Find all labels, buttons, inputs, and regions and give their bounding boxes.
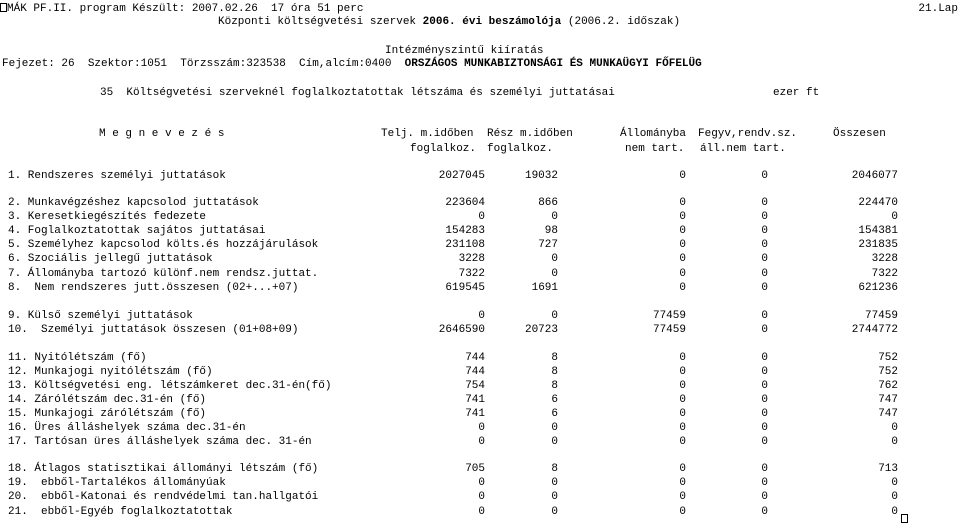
cell-value: 0 — [761, 408, 768, 420]
missing-glyph-icon — [901, 509, 908, 527]
cell-value: 0 — [551, 491, 558, 503]
column-header-nonstaff-sub: nem tart. — [625, 143, 685, 155]
cell-value: 7322 — [871, 268, 898, 280]
cell-value: 0 — [891, 491, 898, 503]
cell-value: 19032 — [524, 170, 558, 182]
cell-value: 0 — [761, 352, 768, 364]
cell-value: 8 — [551, 352, 558, 364]
cell-value: 705 — [465, 463, 485, 475]
column-header-fulltime: Telj. m.időben — [381, 128, 474, 140]
cell-value: 2046077 — [851, 170, 898, 182]
row-label: 6. Szociális jellegű juttatások — [8, 253, 213, 265]
cell-value: 0 — [551, 310, 558, 322]
cell-value: 744 — [465, 352, 485, 364]
row-label: 21. ebből-Egyéb foglalkoztatottak — [8, 506, 233, 518]
row-label: 20. ebből-Katonai és rendvédelmi tan.hallgatói — [8, 491, 319, 503]
cell-value: 0 — [761, 506, 768, 518]
cell-value: 0 — [478, 506, 485, 518]
row-label: 12. Munkajogi nyitólétszám (fő) — [8, 366, 213, 378]
cell-value: 0 — [679, 408, 686, 420]
cell-value: 0 — [679, 366, 686, 378]
row-label: 2. Munkavégzéshez kapcsolod juttatások — [8, 197, 259, 209]
row-label: 15. Munkajogi zárólétszám (fő) — [8, 408, 207, 420]
cell-value: 77459 — [864, 310, 898, 322]
cell-value: 0 — [551, 268, 558, 280]
missing-glyph-icon — [0, 3, 7, 12]
column-header-total: Összesen — [833, 128, 886, 140]
cell-value: 0 — [551, 506, 558, 518]
cell-value: 98 — [544, 225, 558, 237]
column-header-nonstaff: Állományba — [620, 128, 687, 140]
cell-value: 0 — [679, 436, 686, 448]
cell-value: 0 — [761, 197, 768, 209]
cell-value: 0 — [761, 225, 768, 237]
row-label: 10. Személyi juttatások összesen (01+08+09) — [8, 324, 299, 336]
cell-value: 0 — [679, 239, 686, 251]
cell-value: 7322 — [458, 268, 485, 280]
row-label: 17. Tartósan üres álláshelyek száma dec. 31-én — [8, 436, 312, 448]
row-label: 16. Üres álláshelyek száma dec.31-én — [8, 422, 246, 434]
cell-value: 0 — [679, 282, 686, 294]
unit-label: ezer ft — [773, 87, 820, 99]
cell-value: 0 — [551, 477, 558, 489]
cell-value: 8 — [551, 463, 558, 475]
cell-value: 2744772 — [851, 324, 898, 336]
cell-value: 0 — [478, 422, 485, 434]
column-header-name: M e g n e v e z é s — [99, 128, 225, 140]
cell-value: 77459 — [652, 324, 686, 336]
cell-value: 0 — [761, 436, 768, 448]
cell-value: 0 — [761, 422, 768, 434]
cell-value: 0 — [679, 268, 686, 280]
cell-value: 224470 — [858, 197, 898, 209]
cell-value: 0 — [761, 324, 768, 336]
row-label: 3. Keresetkiegészítés fedezete — [8, 211, 207, 223]
cell-value: 20723 — [524, 324, 558, 336]
cell-value: 741 — [465, 408, 485, 420]
cell-value: 0 — [761, 282, 768, 294]
cell-value: 6 — [551, 408, 558, 420]
cell-value: 0 — [761, 366, 768, 378]
listing-type: Intézményszintű kiíratás — [385, 45, 544, 57]
row-label: 8. Nem rendszeres jutt.összesen (02+...+07) — [8, 282, 299, 294]
cell-value: 727 — [538, 239, 558, 251]
cell-value: 1691 — [531, 282, 558, 294]
cell-value: 6 — [551, 394, 558, 406]
cell-value: 0 — [679, 506, 686, 518]
cell-value: 621236 — [858, 282, 898, 294]
cell-value: 0 — [679, 211, 686, 223]
cell-value: 0 — [478, 436, 485, 448]
column-header-fulltime-sub: foglalkoz. — [410, 143, 477, 155]
cell-value: 0 — [761, 211, 768, 223]
cell-value: 0 — [679, 170, 686, 182]
row-label: 5. Személyhez kapcsolod költs.és hozzájárulások — [8, 239, 319, 251]
cell-value: 0 — [761, 491, 768, 503]
cell-value: 2027045 — [438, 170, 485, 182]
row-label: 19. ebből-Tartalékos állományúak — [8, 477, 226, 489]
cell-value: 0 — [761, 170, 768, 182]
cell-value: 754 — [465, 380, 485, 392]
row-label: 1. Rendszeres személyi juttatások — [8, 170, 226, 182]
cell-value: 0 — [891, 422, 898, 434]
cell-value: 0 — [679, 380, 686, 392]
cell-value: 0 — [761, 310, 768, 322]
cell-value: 0 — [761, 268, 768, 280]
cell-value: 0 — [551, 436, 558, 448]
cell-value: 752 — [878, 352, 898, 364]
cell-value: 747 — [878, 408, 898, 420]
row-label: 14. Zárólétszám dec.31-én (fő) — [8, 394, 207, 406]
cell-value: 223604 — [445, 197, 485, 209]
cell-value: 0 — [679, 352, 686, 364]
table-title: 35 Költségvetési szerveknél foglalkoztatottak létszáma és személyi juttatásai — [100, 87, 615, 99]
cell-value: 752 — [878, 366, 898, 378]
cell-value: 0 — [679, 225, 686, 237]
cell-value: 0 — [679, 477, 686, 489]
cell-value: 0 — [478, 477, 485, 489]
row-label: 13. Költségvetési eng. létszámkeret dec.31-én(fő) — [8, 380, 332, 392]
cell-value: 8 — [551, 380, 558, 392]
cell-value: 0 — [761, 239, 768, 251]
cell-value: 154283 — [445, 225, 485, 237]
cell-value: 2646590 — [438, 324, 485, 336]
cell-value: 77459 — [652, 310, 686, 322]
cell-value: 0 — [891, 436, 898, 448]
cell-value: 762 — [878, 380, 898, 392]
report-subtitle: Központi költségvetési szervek 2006. évi beszámolója (2006.2. időszak) — [218, 16, 681, 28]
cell-value: 0 — [478, 211, 485, 223]
cell-value: 8 — [551, 366, 558, 378]
cell-value: 0 — [761, 463, 768, 475]
cell-value: 713 — [878, 463, 898, 475]
report-header-line — [0, 3, 363, 16]
cell-value: 741 — [465, 394, 485, 406]
cell-value: 3228 — [871, 253, 898, 265]
cell-value: 231835 — [858, 239, 898, 251]
cell-value: 0 — [891, 506, 898, 518]
cell-value: 154381 — [858, 225, 898, 237]
cell-value: 0 — [679, 491, 686, 503]
cell-value: 0 — [551, 422, 558, 434]
program-info: MÁK PF.II. program Készült: 2007.02.26 17 óra 51 perc — [7, 3, 364, 15]
cell-value: 0 — [761, 253, 768, 265]
cell-value: 3228 — [458, 253, 485, 265]
cell-value: 747 — [878, 394, 898, 406]
cell-value: 0 — [478, 310, 485, 322]
cell-value: 619545 — [445, 282, 485, 294]
column-header-armed: Fegyv,rendv.sz. — [698, 128, 798, 140]
row-label: 18. Átlagos statisztikai állományi létszám (fő) — [8, 463, 319, 475]
cell-value: 0 — [551, 253, 558, 265]
cell-value: 0 — [679, 253, 686, 265]
cell-value: 0 — [679, 197, 686, 209]
cell-value: 744 — [465, 366, 485, 378]
cell-value: 231108 — [445, 239, 485, 251]
row-label: 9. Külső személyi juttatások — [8, 310, 193, 322]
cell-value: 0 — [761, 477, 768, 489]
cell-value: 0 — [761, 380, 768, 392]
row-label: 7. Állományba tartozó különf.nem rendsz.juttat. — [8, 268, 319, 280]
column-header-armed-sub: áll.nem tart. — [700, 143, 786, 155]
page-number: 21.Lap — [918, 3, 958, 15]
cell-value: 0 — [891, 211, 898, 223]
row-label: 11. Nyitólétszám (fő) — [8, 352, 147, 364]
cell-value: 0 — [679, 463, 686, 475]
column-header-parttime: Rész m.időben — [487, 128, 573, 140]
cell-value: 0 — [679, 394, 686, 406]
cell-value: 0 — [891, 477, 898, 489]
row-label: 4. Foglalkoztatottak sajátos juttatásai — [8, 225, 266, 237]
cell-value: 0 — [478, 491, 485, 503]
cell-value: 0 — [679, 422, 686, 434]
cell-value: 866 — [538, 197, 558, 209]
column-header-parttime-sub: foglalkoz. — [487, 143, 554, 155]
institution-line: Fejezet: 26 Szektor:1051 Törzsszám:323538 Cím,alcím:0400 ORSZÁGOS MUNKABIZTONSÁGI ÉS MUNKAÜGYI FŐFELÜG — [2, 58, 702, 70]
cell-value: 0 — [761, 394, 768, 406]
cell-value: 0 — [551, 211, 558, 223]
